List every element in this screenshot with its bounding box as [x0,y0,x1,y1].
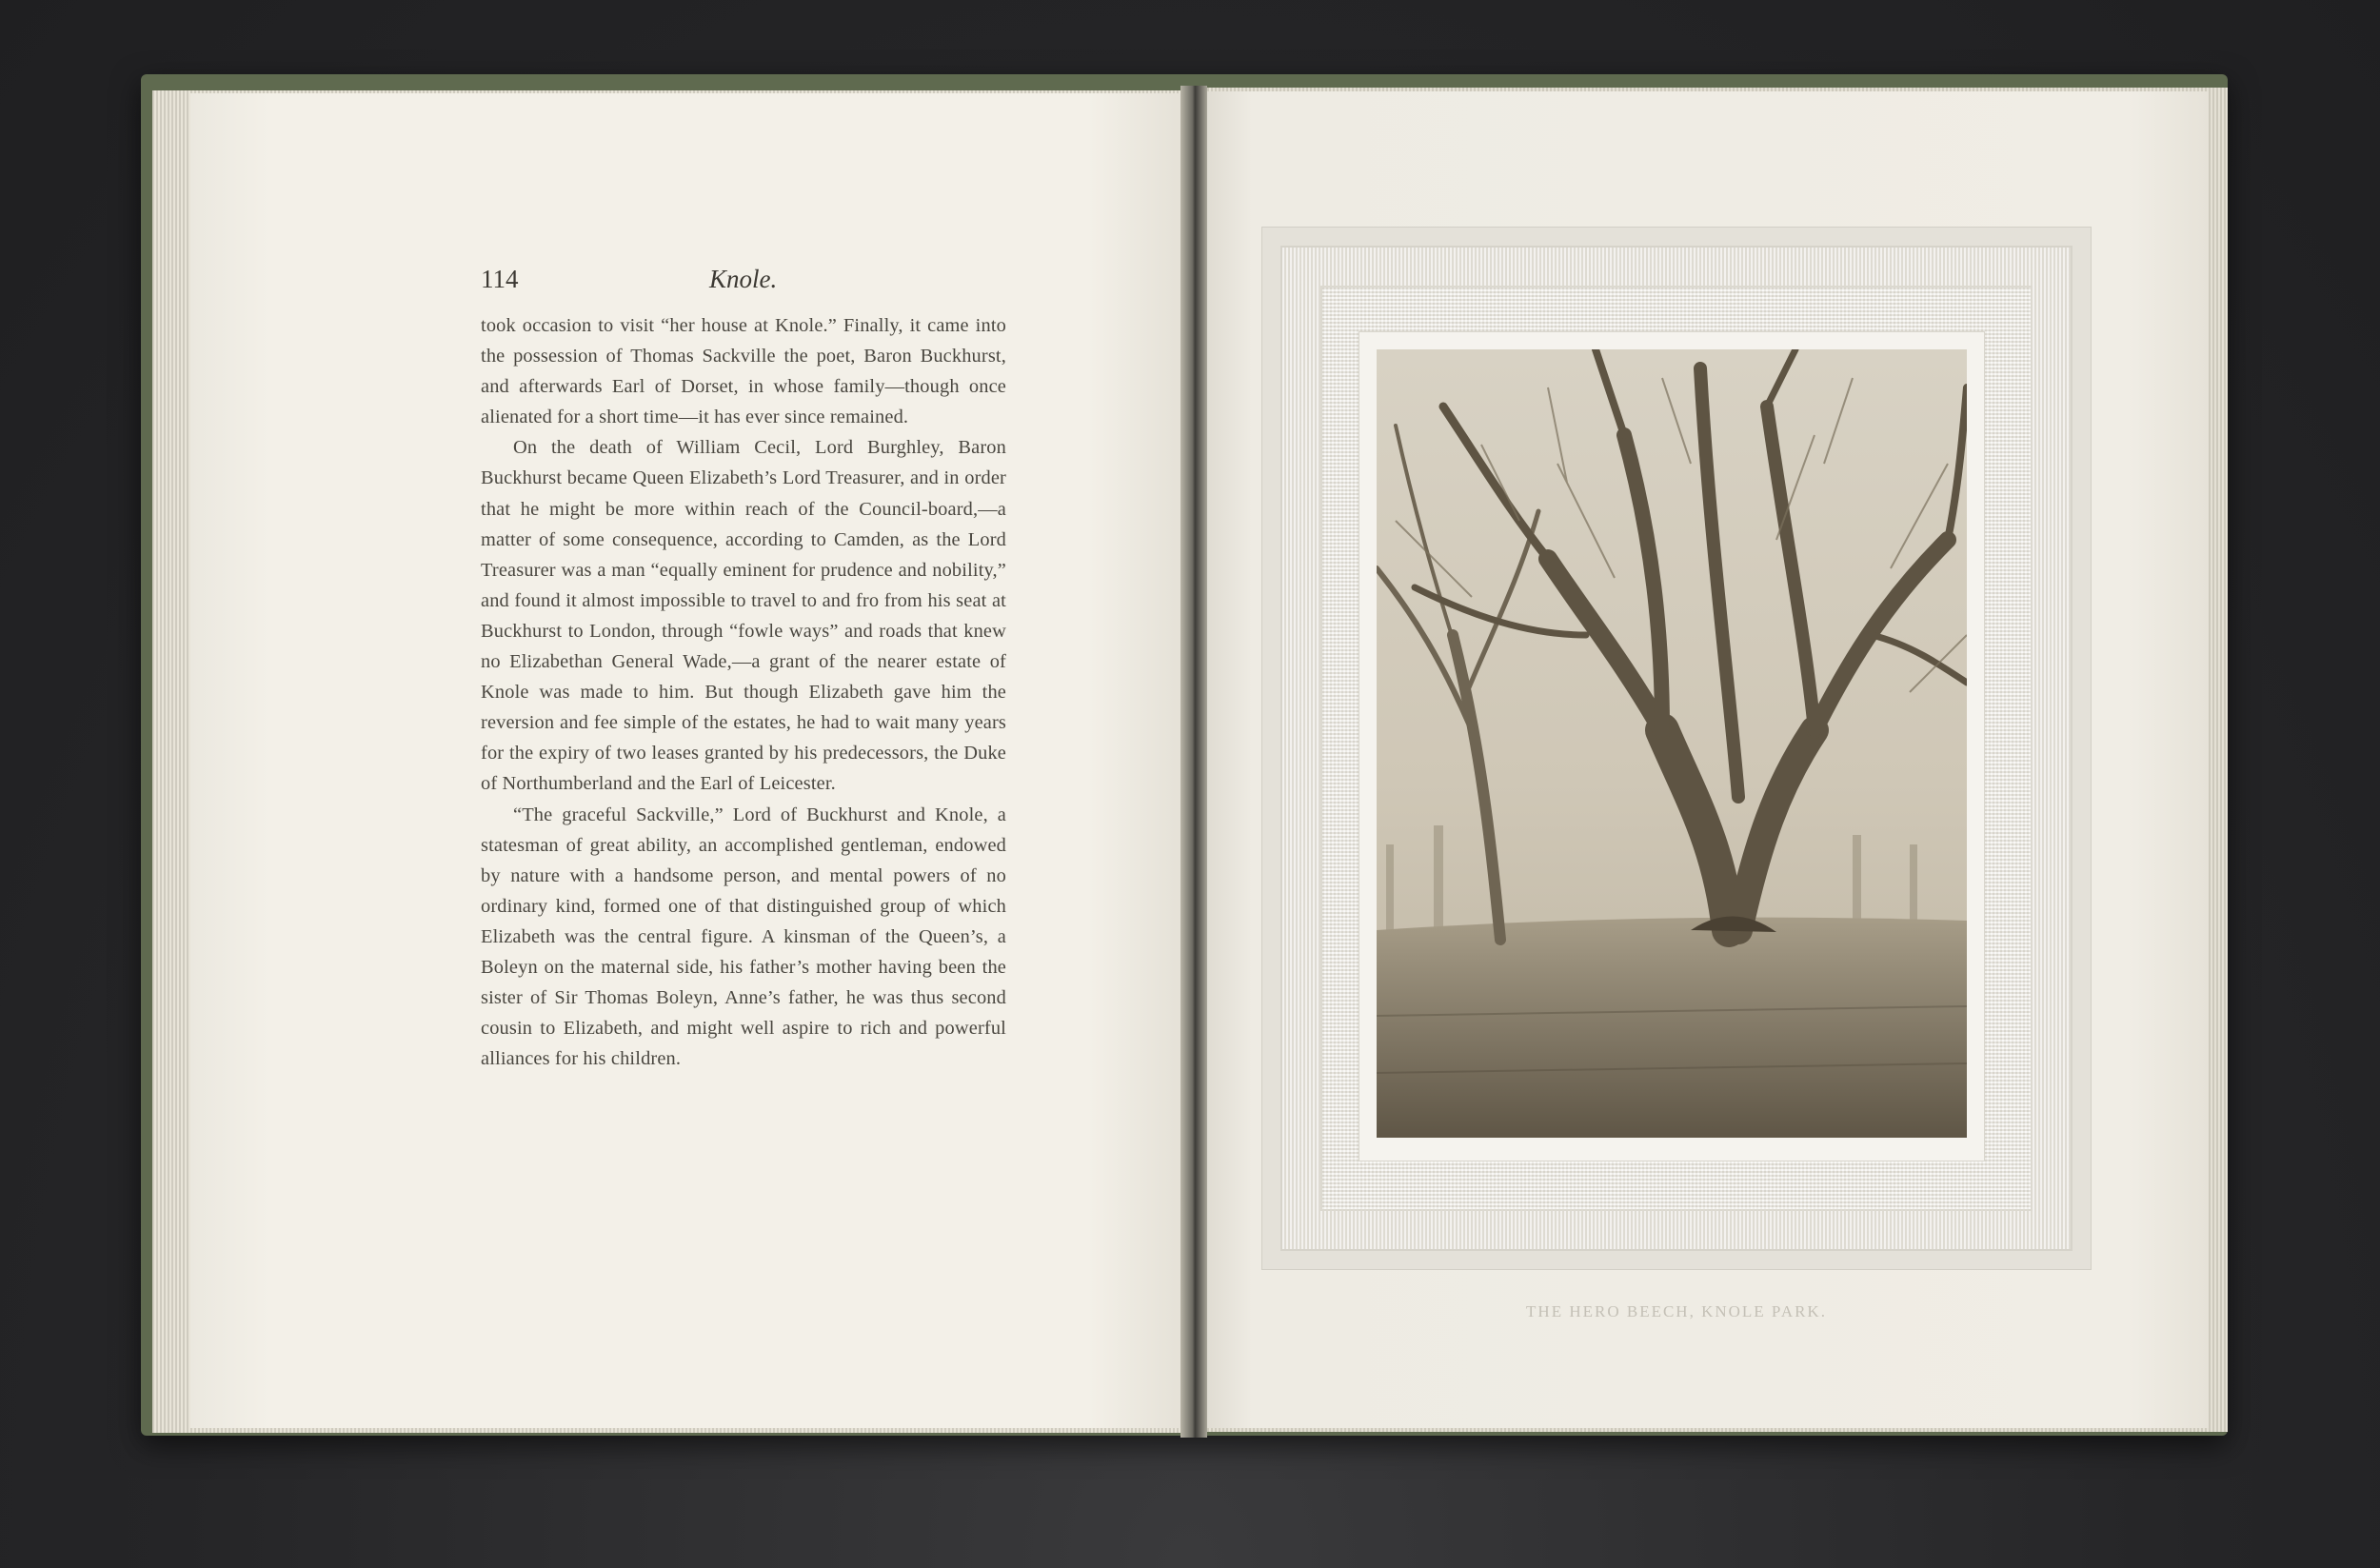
book-gutter [1180,86,1207,1438]
page-number: 114 [481,265,519,293]
running-head [481,265,1014,303]
running-title: Knole. [709,265,778,293]
paragraph-1: took occasion to visit “her house at Knole.” Finally, it came into the possession of Thomas Sackville the poet, Baron Buckhurst, and afterwards Earl of Dorset, in whose family—though once alienated for a short time—it has ever since remained. [481,315,1006,428]
paragraph-3: “The graceful Sackville,” Lord of Buckhurst and Knole, a statesman of great ability, an accomplished gentleman, endowed by nature with a handsome person, and mental powers of no ordinary kind, formed one of that distinguished group of which Elizabeth was the central figure. A kinsman of the Queen’s, a Boleyn on the maternal side, his father’s mother having been the sister of Sir Thomas Boleyn, Anne’s father, he was thus second cousin to Elizabeth, and might well aspire to rich and powerful alliances for his children. [481,804,1006,1070]
paragraph-2: On the death of William Cecil, Lord Burghley, Baron Buckhurst became Queen Elizabeth’s Lord Treasurer, and in order that he might be more within reach of the Council-board,—a matter of some consequence, according to Camden, as the Lord Treasurer was a man “equally eminent for prudence and nobility,” and found it almost impossible to travel to and fro from his seat at Buckhurst to London, through “fowle ways” and roads that knew no Elizabethan General Wade,—a grant of the nearer estate of Knole was made to him. But though Elizabeth gave him the reversion and fee simple of the estates, he had to wait many years for the expiry of two leases granted by his predecessors, the Duke of Northumberland and the Earl of Leicester. [481,437,1006,795]
photo-mat [1359,331,1985,1161]
photo-plate-mount [1261,227,2092,1270]
beech-tree-photograph [1377,349,1967,1138]
body-text [481,310,1006,1074]
plate-caption: THE HERO BEECH, KNOLE PARK. [1526,1302,1827,1320]
